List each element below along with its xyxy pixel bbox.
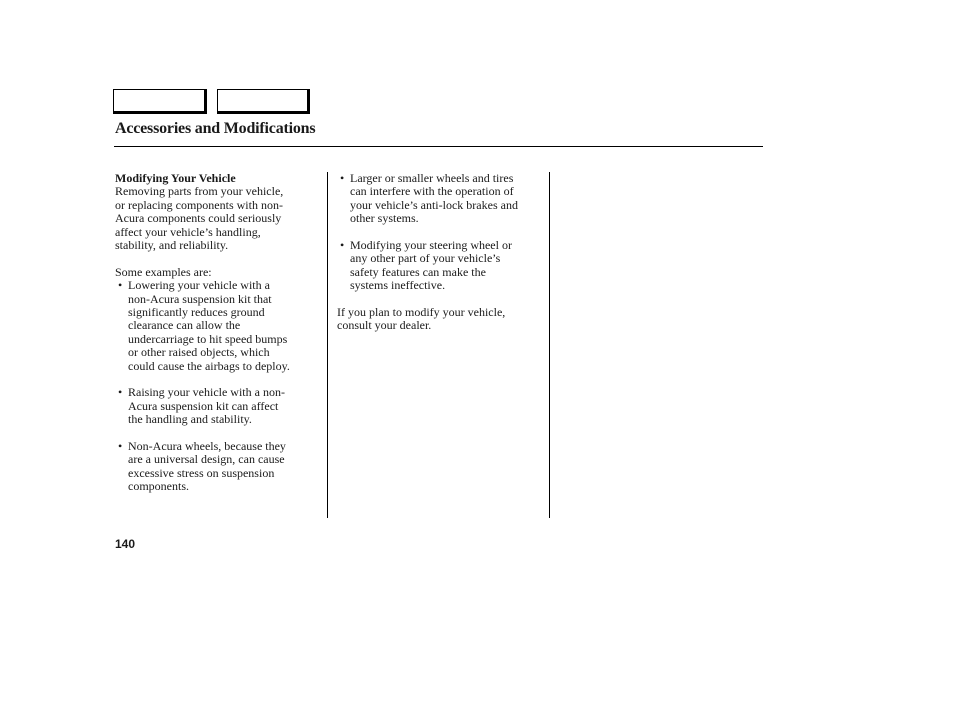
page-number: 140 [115,537,136,551]
bullet-item [115,279,320,373]
intro-line: Acura components could seriously [115,211,282,226]
intro-line: or replacing components with non- [115,197,283,212]
bullet-item [337,239,542,293]
column-divider [327,172,328,518]
title-rule [114,146,763,147]
intro-line: Removing parts from your vehicle, [115,184,284,199]
bullet-line: significantly reduces ground [128,305,265,320]
nav-button-next[interactable] [217,89,310,114]
bullet-line: other systems. [350,211,419,226]
bullet-line: excessive stress on suspension [128,465,275,480]
intro-line: affect your vehicle’s handling, [115,224,261,239]
bullet-line: or other raised objects, which [128,345,270,360]
bullet-line: systems ineffective. [350,278,446,293]
subheading: Modifying Your Vehicle [115,171,236,185]
bullet-icon: • [340,171,345,185]
bullet-line: Non-Acura wheels, because they [128,439,286,454]
column-divider [549,172,550,518]
bullet-line: clearance can allow the [128,318,241,333]
bullet-item [115,386,320,426]
bullet-item [337,172,542,226]
closing-line: consult your dealer. [337,318,432,333]
bullet-line: Lowering your vehicle with a [128,278,270,293]
bullet-line: components. [128,479,189,494]
bullet-line: the handling and stability. [128,412,252,427]
bullet-item [115,440,320,494]
bullet-line: can interfere with the operation of [350,184,514,199]
nav-button-previous[interactable] [113,89,207,114]
text-column-1 [115,172,320,494]
bullet-icon: • [118,278,123,293]
bullet-line: safety features can make the [350,264,486,279]
bullet-line: Acura suspension kit can affect [128,398,279,413]
bullet-line: could cause the airbags to deploy. [128,358,290,373]
closing-line: If you plan to modify your vehicle, [337,305,506,320]
bullet-line: Modifying your steering wheel or [350,238,512,253]
bullet-icon: • [118,385,123,400]
bullet-line: your vehicle’s anti-lock brakes and [350,197,518,212]
bullet-line: non-Acura suspension kit that [128,291,272,306]
bullet-line: Larger or smaller wheels and tires [350,171,514,185]
intro-line: stability, and reliability. [115,238,229,253]
bullet-icon: • [340,238,345,253]
section-title: Accessories and Modifications [115,120,316,137]
text-column-2 [337,172,542,333]
bullet-line: any other part of your vehicle’s [350,251,501,266]
bullet-line: are a universal design, can cause [128,452,285,467]
bullet-icon: • [118,439,123,454]
bullet-line: Raising your vehicle with a non- [128,385,285,400]
examples-label: Some examples are: [115,264,212,279]
bullet-line: undercarriage to hit speed bumps [128,331,288,346]
